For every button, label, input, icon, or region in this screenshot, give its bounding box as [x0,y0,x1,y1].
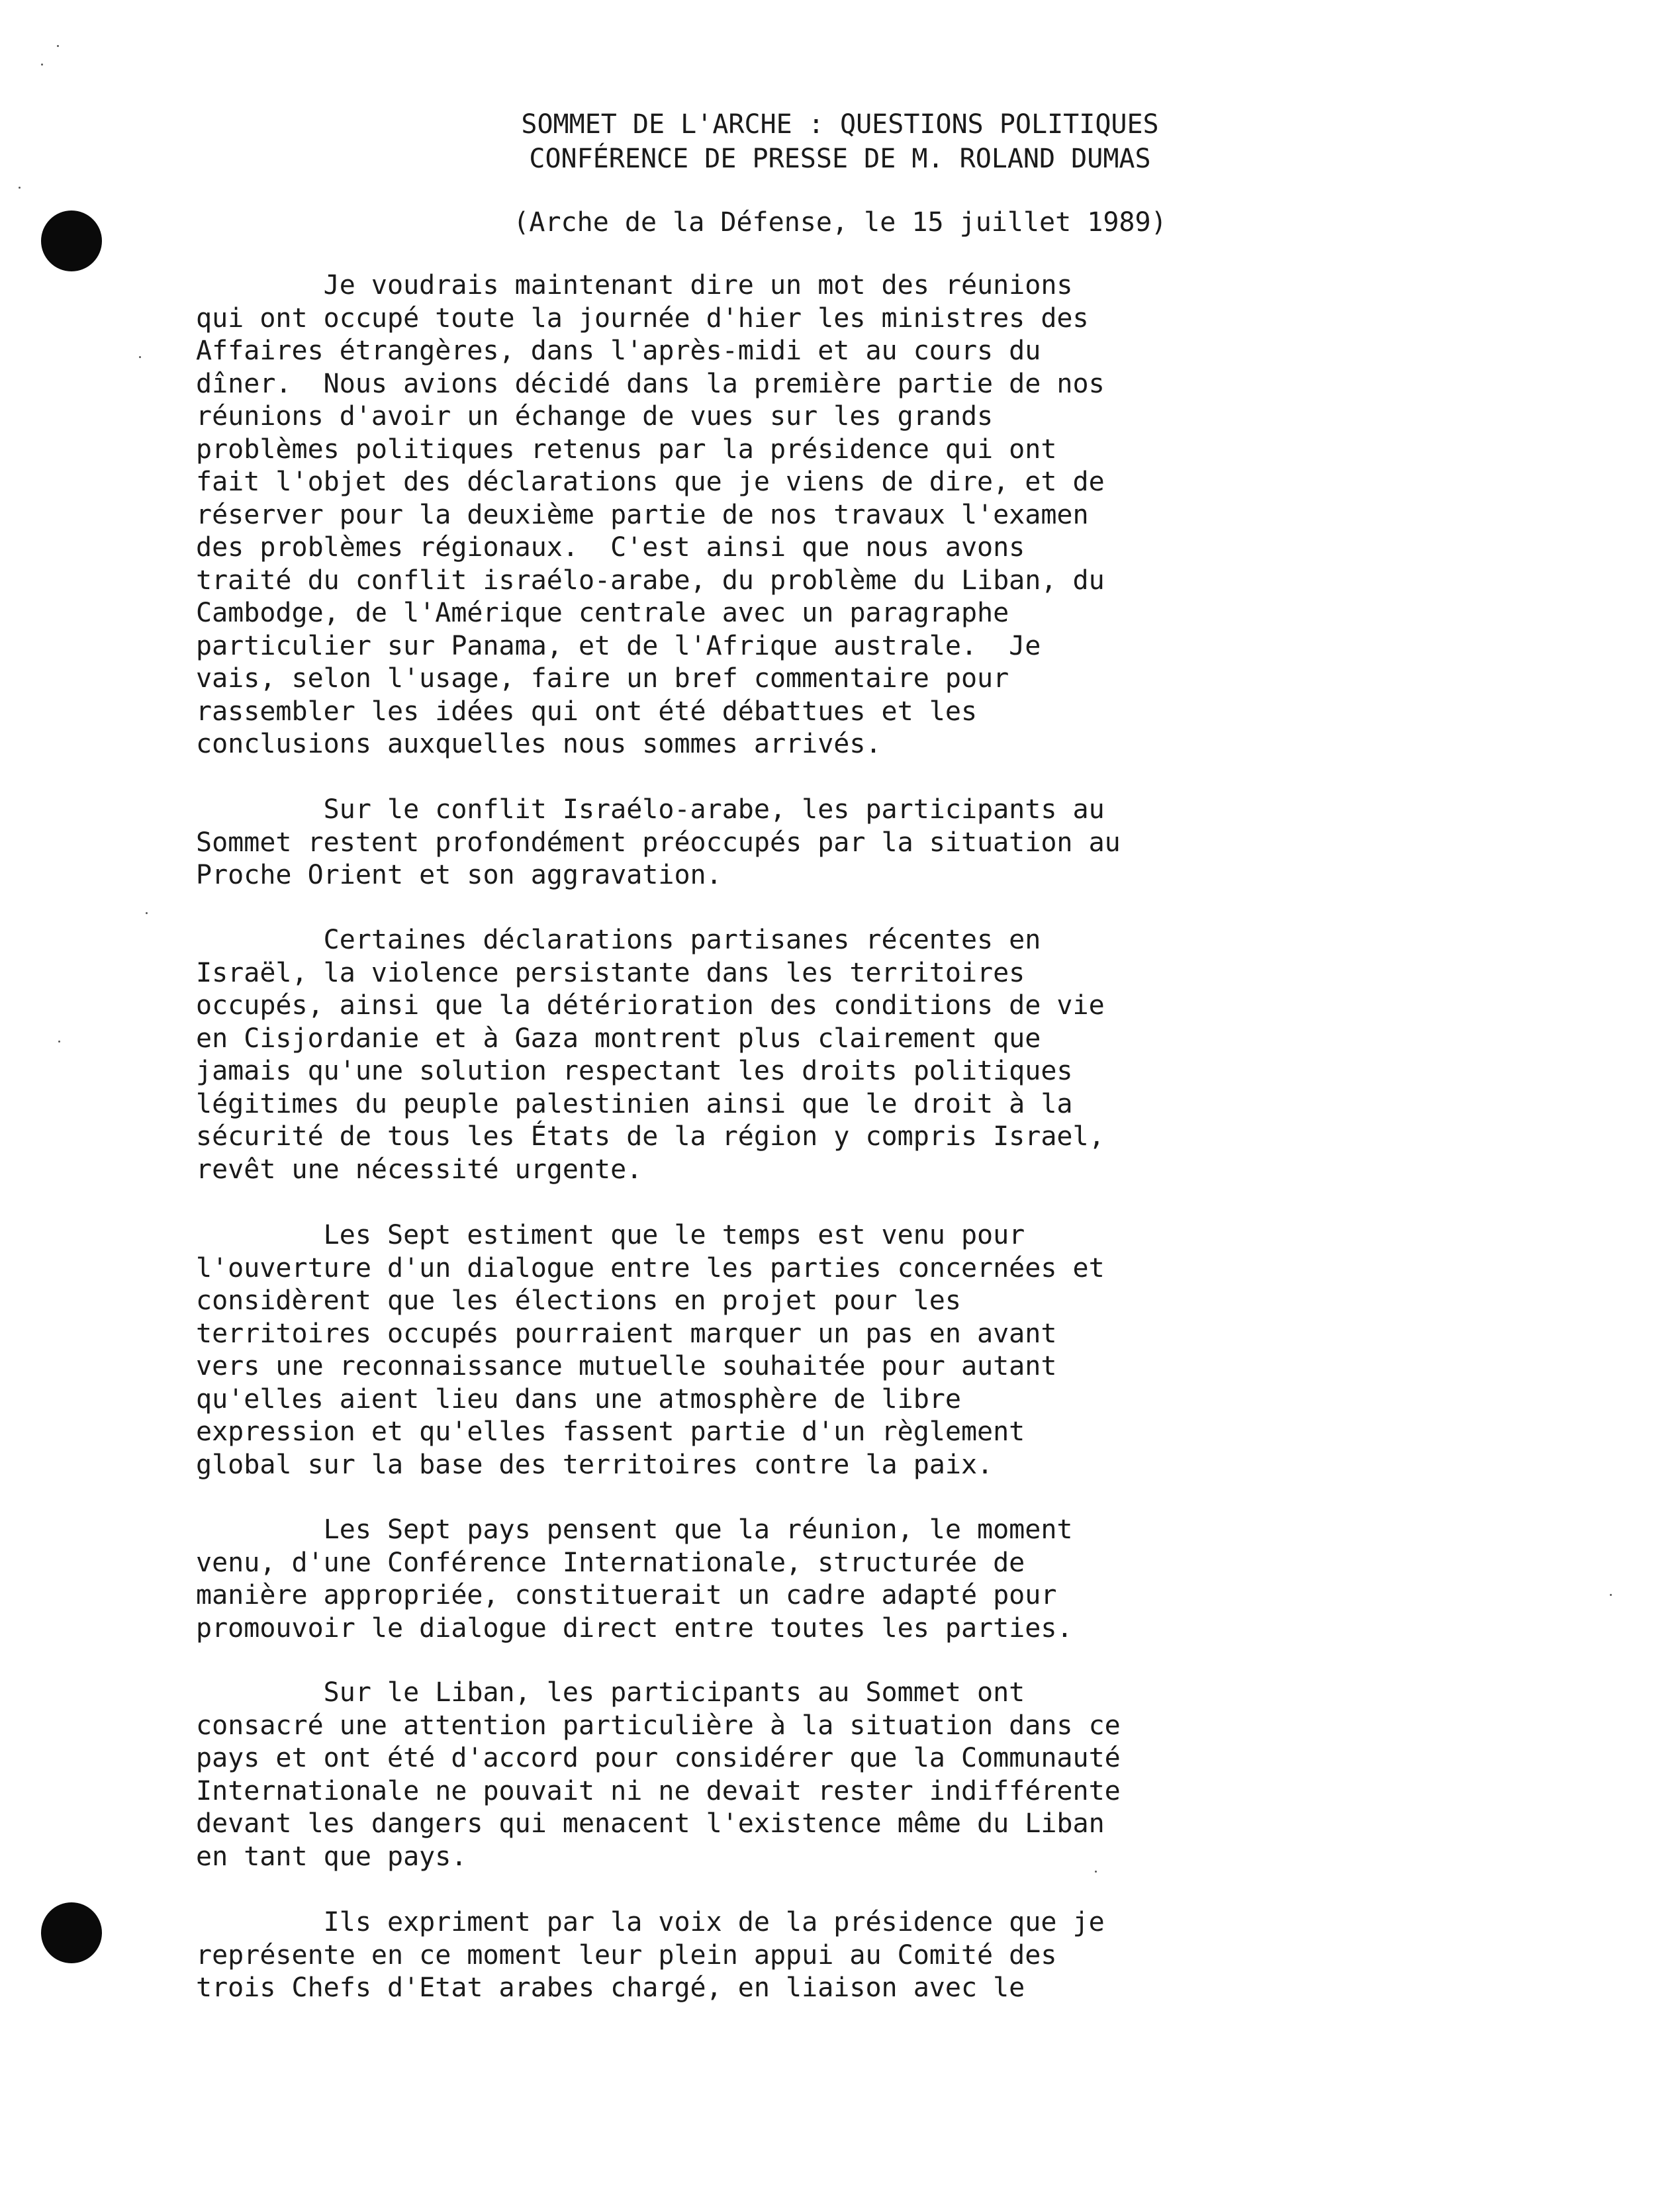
scan-speck [19,187,21,189]
scan-speck [146,912,148,914]
scan-speck [139,356,141,358]
scan-speck [1610,1594,1612,1596]
paragraph-1: Je voudrais maintenant dire un mot des réunions qui ont occupé toute la journée d'hier les ministres des Affaires étrangères, dans l'après-midi et au cours du dîner. Nous avions décidé dans la première partie de nos réunions d'avoir un échange de vues sur les grands problèmes politiques retenus par la présidence qui ont fait l'objet des déclarations que je viens de dire, et de réserver pour la deuxième partie de nos travaux l'examen des problèmes régionaux. C'est ainsi que nous avons traité du conflit israélo-arabe, du problème du Liban, du Cambodge, de l'Amérique centrale avec un paragraphe particulier sur Panama, et de l'Afrique australe. Je vais, selon l'usage, faire un bref commentaire pour rassembler les idées qui ont été débattues et les conclusions auxquelles nous sommes arrivés. [196,270,1105,759]
document-dateline: (Arche de la Défense, le 15 juillet 1989) [513,207,1167,238]
paragraph-5: Les Sept pays pensent que la réunion, le moment venu, d'une Conférence Internationale, structurée de manière appropriée, constituerait un cadre adapté pour promouvoir le dialogue direct entre toutes les parties. [196,1514,1073,1644]
scan-speck [58,1041,60,1043]
scan-speck [57,45,59,47]
paragraph-2: Sur le conflit Israélo-arabe, les participants au Sommet restent profondément préoccupés par la situation au Proche Orient et son aggravation. [196,794,1121,890]
paragraph-7: Ils expriment par la voix de la présidence que je représente en ce moment leur plein appui au Comité des trois Chefs d'Etat arabes chargé, en liaison avec le [196,1907,1105,2003]
paragraph-6: Sur le Liban, les participants au Sommet ont consacré une attention particulière à la situation dans ce pays et ont été d'accord pour considérer que la Communauté Internationale ne pouvait ni ne devait rester indifférente devant les dangers qui menacent l'existence même du Liban en tant que pays. [196,1677,1121,1872]
document-title-line2: CONFÉRENCE DE PRESSE DE M. ROLAND DUMAS [529,144,1151,174]
scan-speck [41,64,43,66]
paragraph-4: Les Sept estiment que le temps est venu pour l'ouverture d'un dialogue entre les parties concernées et considèrent que les élections en projet pour les territoires occupés pourraient marquer un pas en avant vers une reconnaissance mutuelle souhaitée pour autant qu'elles aient lieu dans une atmosphère de libre expression et qu'elles fassent partie d'un règlement global sur la base des territoires contre la paix. [196,1220,1105,1480]
paragraph-3: Certaines déclarations partisanes récentes en Israël, la violence persistante dans les territoires occupés, ainsi que la détérioration des conditions de vie en Cisjordanie et à Gaza montrent plus clairement que jamais qu'une solution respectant les droits politiques légitimes du peuple palestinien ainsi que le droit à la sécurité de tous les États de la région y compris Israel, revêt une nécessité urgente. [196,925,1105,1185]
punch-hole-bottom [41,1902,102,1963]
document-title-line1: SOMMET DE L'ARCHE : QUESTIONS POLITIQUES [521,109,1159,140]
